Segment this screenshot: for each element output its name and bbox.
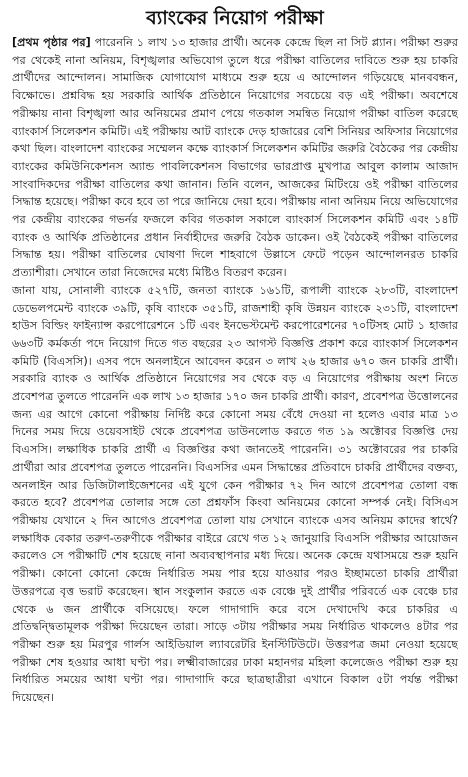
paragraph-1-text: পারেননি ১ লাখ ১৩ হাজার প্রার্থী। অনেক কেন্দ্রে ছিল না সিট প্ল্যান। পরীক্ষা শুরুর পর থেকেই নানা অনিয়ম, বিশৃঙ্খলার অভিযোগ তুলে ধরে পরীক্ষা বাতিলের দাবিতে শুরু হয় চাকরি প্রার্থীদের আন্দোলন। সামাজিক যোগাযোগ মাধ্যমে শুরু হয়ে এ আন্দোলন গড়িয়েছে মানববন্ধন, বিক্ষোভে। প্রশ্নবিদ্ধ হয় সরকারি আর্থিক প্রতিষ্ঠানে নিয়োগের সবচেয়ে বড় এই পরীক্ষা। অবশেষে পরীক্ষায় নানা বিশৃঙ্খলা আর অনিয়মের প্রমাণ পেয়ে গতকাল সমন্বিত নিয়োগ পরীক্ষা বাতিল করেছে ব্যাংকার্স সিলেকশন কমিটি। এই পরীক্ষায় আট ব্যাংকে দেড় হাজারের বেশি সিনিয়র অফিসার নিয়োগের কথা ছিল। বাংলাদেশ ব্যাংকের সম্মেলন কক্ষে ব্যাংকার্স সিলেকশন কমিটির জরুরি বৈঠকের পর কেন্দ্রীয় ব্যাংকের কমিউনিকেশনস অ্যান্ড পাবলিকেশনস বিভাগের ভারপ্রাপ্ত মুখপাত্র আবুল কালাম আজাদ সাংবাদিকদের পরীক্ষা বাতিলের কথা জানান। তিনি বলেন, আজকের মিটিংয়ে ওই পরীক্ষা বাতিলের সিদ্ধান্ত হয়েছে। পরীক্ষা কবে হবে তা পরে জানিয়ে দেয়া হবে। পরীক্ষায় নানা অনিয়ম নিয়ে অভিযোগের পর কেন্দ্রীয় ব্যাংকের গভর্নর ফজলে কবির গতকাল সকালে ব্যাংকার্স সিলেকশন কমিটি এবং ১৪টি ব্যাংক ও আর্থিক প্রতিষ্ঠানের প্রধান নির্বাহীদের জরুরি বৈঠক ডাকেন। ওই বৈঠকেই পরীক্ষা বাতিলের সিদ্ধান্ত হয়। পরীক্ষা বাতিলের ঘোষণা দিলে শাহবাগে উল্লাসে ফেটে পড়েন আন্দোলনরত চাকরি প্রত্যাশীরা। সেখানে তারা নিজেদের মধ্যে মিষ্টিও বিতরণ করেন। (12, 36, 458, 280)
headline: ব্যাংকের নিয়োগ পরীক্ষা (146, 7, 324, 29)
paragraph-1 (12, 34, 458, 282)
continuation-label: [প্রথম পৃষ্ঠার পর] (12, 36, 91, 49)
paragraph-2: জানা যায়, সোনালী ব্যাংকে ৫২৭টি, জনতা ব্যাংকে ১৬১টি, রূপালী ব্যাংকে ২৮৩টি, বাংলাদেশ ডেভেলপমেন্ট ব্যাংকে ৩৯টি, কৃষি ব্যাংকে ৩৫১টি, রাজশাহী কৃষি উন্নয়ন ব্যাংকে ২৩১টি, বাংলাদেশ হাউস বিল্ডিং ফাইন্যান্স করপোরেশনে ১টি এবং ইনভেস্টমেন্ট করপোরেশনের ৭০টিসহ মোট ১ হাজার ৬৬৩টি কর্মকর্তা পদে নিয়োগ দিতে গত বছরের ২৩ আগস্ট বিজ্ঞপ্তি প্রকাশ করে ব্যাংকার্স সিলেকশন কমিটি (বিএসসি)। এসব পদে অনলাইনে আবেদন করেন ৩ লাখ ২৬ হাজার ৬৭০ জন চাকরি প্রার্থী। সরকারি ব্যাংক ও আর্থিক প্রতিষ্ঠানে নিয়োগের সব থেকে বড় এ নিয়োগের পরীক্ষায় অংশ নিতে প্রবেশপত্র তুলতে পারেননি এক লাখ ১৩ হাজার ১৭০ জন চাকরি প্রার্থী। কারণ, প্রবেশপত্র উত্তোলনের জন্য এর আগে কোনো পরীক্ষায় নির্দিষ্ট করে কোনো সময় বেঁধে দেওয়া না হলেও এবার মাত্র ১৩ দিনের সময় দিয়ে ওয়েবসাইট থেকে প্রবেশপত্র ডাউনলোড করতে গত ১৯ অক্টোবর বিজ্ঞপ্তি দেয় বিএসসি। লক্ষাধিক চাকরি প্রার্থী এ বিজ্ঞপ্তির কথা জানতেই পারেননি। ৩১ অক্টোবরের পর চাকরি প্রার্থীরা আর প্রবেশপত্র তুলতে পারেননি। বিএসসির এমন সিদ্ধান্তের প্রতিবাদে চাকরি প্রার্থীদের বক্তব্য, অনলাইন আর ডিজিটালাইজেশনের এই যুগে কেন পরীক্ষার ৭২ দিন আগে প্রবেশপত্র তোলা বন্ধ করতে হবে? প্রবেশপত্র তোলার সঙ্গে তো প্রশ্নফাঁস কিংবা অনিয়মের কোনো সম্পর্ক নেই। বিসিএস পরীক্ষায় যেখানে ২ দিন আগেও প্রবেশপত্র তোলা যায় সেখানে ব্যাংকে এসব অনিয়ম কাদের স্বার্থে? লক্ষাধিক বেকার তরুণ-তরুণীকে পরীক্ষার বাইরে রেখে গত ১২ জানুয়ারি বিএসসি পরীক্ষার আয়োজন করলেও সে পরীক্ষাটি শেষ হয়েছে নানা অব্যবস্থাপনার মধ্য দিয়ে। অনেক কেন্দ্রে যথাসময়ে শুরু হয়নি পরীক্ষা। কোনো কোনো কেন্দ্রে নির্ধারিত সময় পার হয়ে যাওয়ার পরও ইচ্ছামতো চাকরি প্রার্থীরা উত্তরপত্রে বৃত্ত ভরাট করেছেন। স্থান সংকুলান করতে এক বেঞ্চে দুই প্রার্থীর পরিবর্তে এক বেঞ্চে চার থেকে ৬ জন প্রার্থীকে বসিয়েছে। ফলে গাদাগাদি করে বসে দেখাদেখি করে চাকরির এ প্রতিদ্বন্দ্বিতামূলক পরীক্ষা দিয়েছেন তারা। সাড়ে ৩টায় পরীক্ষার সময় নির্ধারিত থাকলেও ৪টার পর পরীক্ষা শুরু হয় মিরপুর গার্লস আইডিয়াল ল্যাবরেটরি ইনস্টিটিউটে। উত্তরপত্র জমা নেওয়া হয়েছে পরীক্ষা শেষ হওয়ার আধা ঘণ্টা পর। লক্ষ্মীবাজারের ঢাকা মহানগর মহিলা কলেজেও পরীক্ষা শুরু হয় নির্ধারিত সময়ের আধা ঘণ্টা পর। গাদাগাদি করে ছাত্রছাত্রীরা এখানে বিকাল ৫টা পর্যন্ত পরীক্ষা দিয়েছেন। (12, 283, 458, 705)
article-body (12, 34, 458, 707)
